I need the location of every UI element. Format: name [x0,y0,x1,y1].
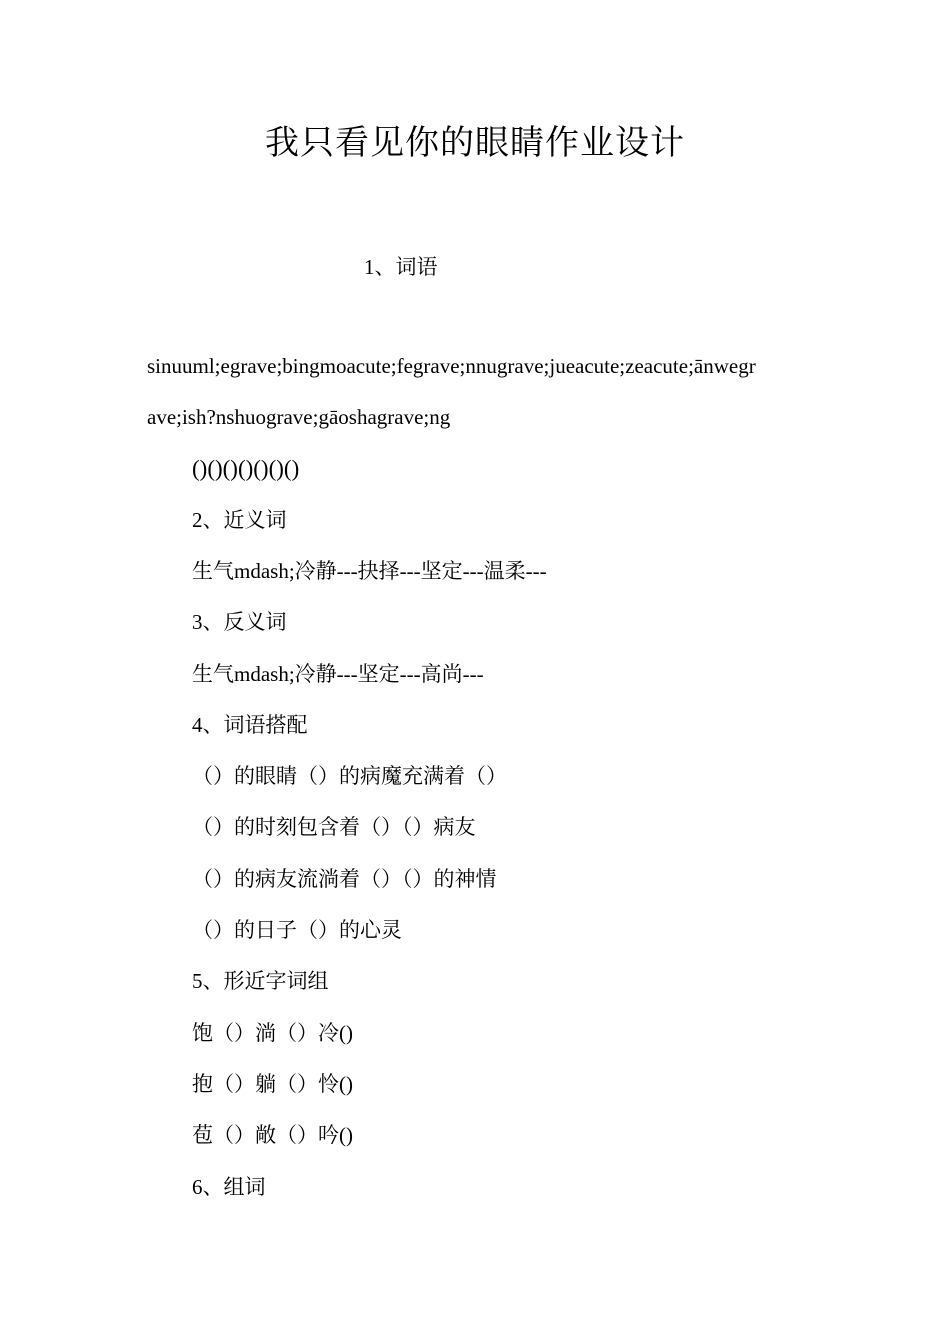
section-5-heading: 5、形近字词组 [192,969,329,993]
section-6-heading: 6、组词 [192,1175,266,1199]
section-4-heading: 4、词语搭配 [192,713,308,737]
collocation-line-3: （）的病友流淌着（）（）的神情 [192,867,497,891]
document-title: 我只看见你的眼睛作业设计 [265,125,685,162]
collocation-line-4: （）的日子（）的心灵 [192,918,402,942]
pinyin-line-1: sinuuml;egrave;bingmoacute;fegrave;nnugrave;jueacute;zeacute;ānwegr [147,354,756,378]
pinyin-line-2: ave;ish?nshuograve;gāoshagrave;ng [147,405,451,429]
section-2-heading: 2、近义词 [192,508,287,532]
collocation-line-1: （）的眼睛（）的病魔充满着（） [192,764,507,788]
section-2-content: 生气mdash;冷静---抉择---坚定---温柔--- [192,559,547,583]
section-3-content: 生气mdash;冷静---坚定---高尚--- [192,662,484,686]
section-1-heading: 1、词语 [364,255,438,279]
answer-blanks: ()()()()()()() [192,456,300,481]
collocation-line-2: （）的时刻包含着（）（）病友 [192,815,476,839]
similar-chars-line-1: 饱（）淌（）冷() [192,1021,353,1045]
similar-chars-line-2: 抱（）躺（）怜() [192,1072,353,1096]
similar-chars-line-3: 苞（）敞（）吟() [192,1123,353,1147]
section-3-heading: 3、反义词 [192,610,287,634]
